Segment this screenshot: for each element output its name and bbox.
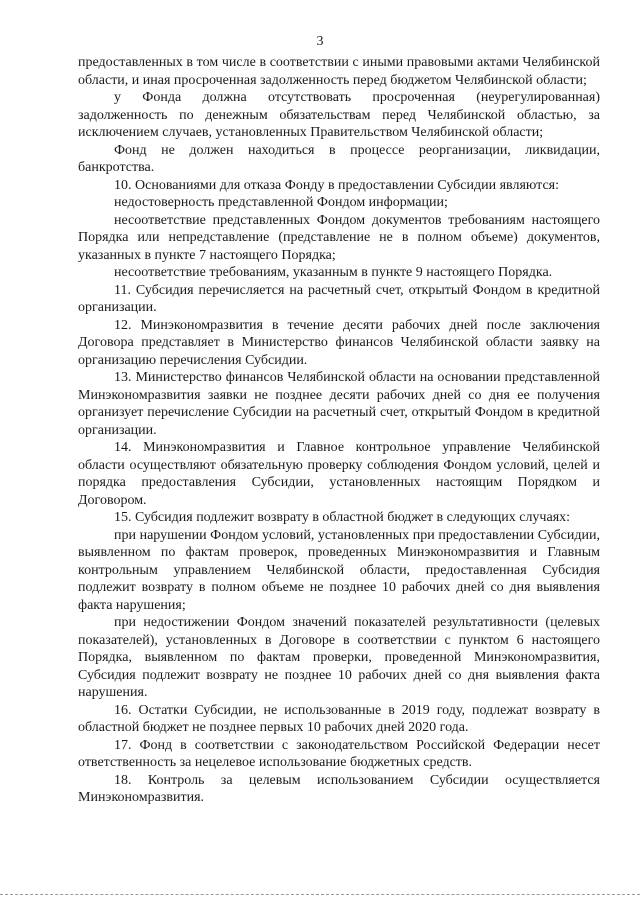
paragraph: 16. Остатки Субсидии, не использованные в 2019 году, подлежат возврату в областной бюджет не позднее первых 10 рабочих дней 2020 года. [78,702,600,735]
paragraph: 10. Основаниями для отказа Фонду в предоставлении Субсидии являются: [114,177,559,193]
paragraph: Фонд не должен находиться в процессе реорганизации, ликвидации, банкротства. [78,142,600,175]
paragraph: 14. Минэкономразвития и Главное контрольное управление Челябинской области осуществляют обязательную проверку соблюдения Фондом условий, целей и порядка предоставления Субсидии, установленных настоящим Порядком и Договором. [78,440,600,508]
scan-edge-line [0,894,640,895]
paragraph: 13. Министерство финансов Челябинской области на основании представленной Минэкономразвития заявки не позднее десяти рабочих дней со дня ее получения организует перечисление Субсидии на расчетный счет, открытый Фондом в кредитной организации. [78,370,600,438]
paragraph: 18. Контроль за целевым использованием Субсидии осуществляется Минэкономразвития. [78,772,600,805]
paragraph: при недостижении Фондом значений показателей результативности (целевых показателей), установленных в Договоре в соответствии с пунктом 6 настоящего Порядка, выявленном по фактам проверки, проведенной Минэкономразвития, Субсидия подлежит возврату не позднее 10 рабочих дней со дня выявления факта нарушения. [78,615,600,700]
paragraph: 15. Субсидия подлежит возврату в областной бюджет в следующих случаях: [114,510,571,525]
paragraph: 11. Субсидия перечисляется на расчетный счет, открытый Фондом в кредитной организации. [78,282,600,315]
document-body [78,54,600,807]
paragraph: несоответствие требованиям, указанным в пункте 9 настоящего Порядка. [114,265,553,280]
paragraph: 12. Минэкономразвития в течение десяти рабочих дней после заключения Договора представляет в Министерство финансов Челябинской области заявку на организацию перечисления Субсидии. [78,317,600,368]
paragraph: при нарушении Фондом условий, установленных при предоставлении Субсидии, выявленном по фактам проверок, проведенных Минэкономразвития и Главным контрольным управлением Челябинской области, предоставленная Субсидия подлежит возврату в полном объеме не позднее 10 рабочих дней со дня выявления факта нарушения; [78,527,600,613]
paragraph: 17. Фонд в соответствии с законодательством Российской Федерации несет ответственность за нецелевое использование бюджетных средств. [78,737,600,770]
page-number: 3 [316,34,324,49]
paragraph: у Фонда должна отсутствовать просроченная (неурегулированная) задолженность по денежным обязательствам перед Челябинской областью, за исключением случаев, установленных Правительством Челябинской области; [78,90,600,140]
paragraph: предоставленных в том числе в соответствии с иными правовыми актами Челябинской области, и иная просроченная задолженность перед бюджетом Челябинской области; [78,55,600,88]
paragraph: недостоверность представленной Фондом информации; [114,195,448,210]
paragraph: несоответствие представленных Фондом документов требованиям настоящего Порядка или непредставление (представление не в полном объеме) документов, указанных в пункте 7 настоящего Порядка; [78,212,600,263]
